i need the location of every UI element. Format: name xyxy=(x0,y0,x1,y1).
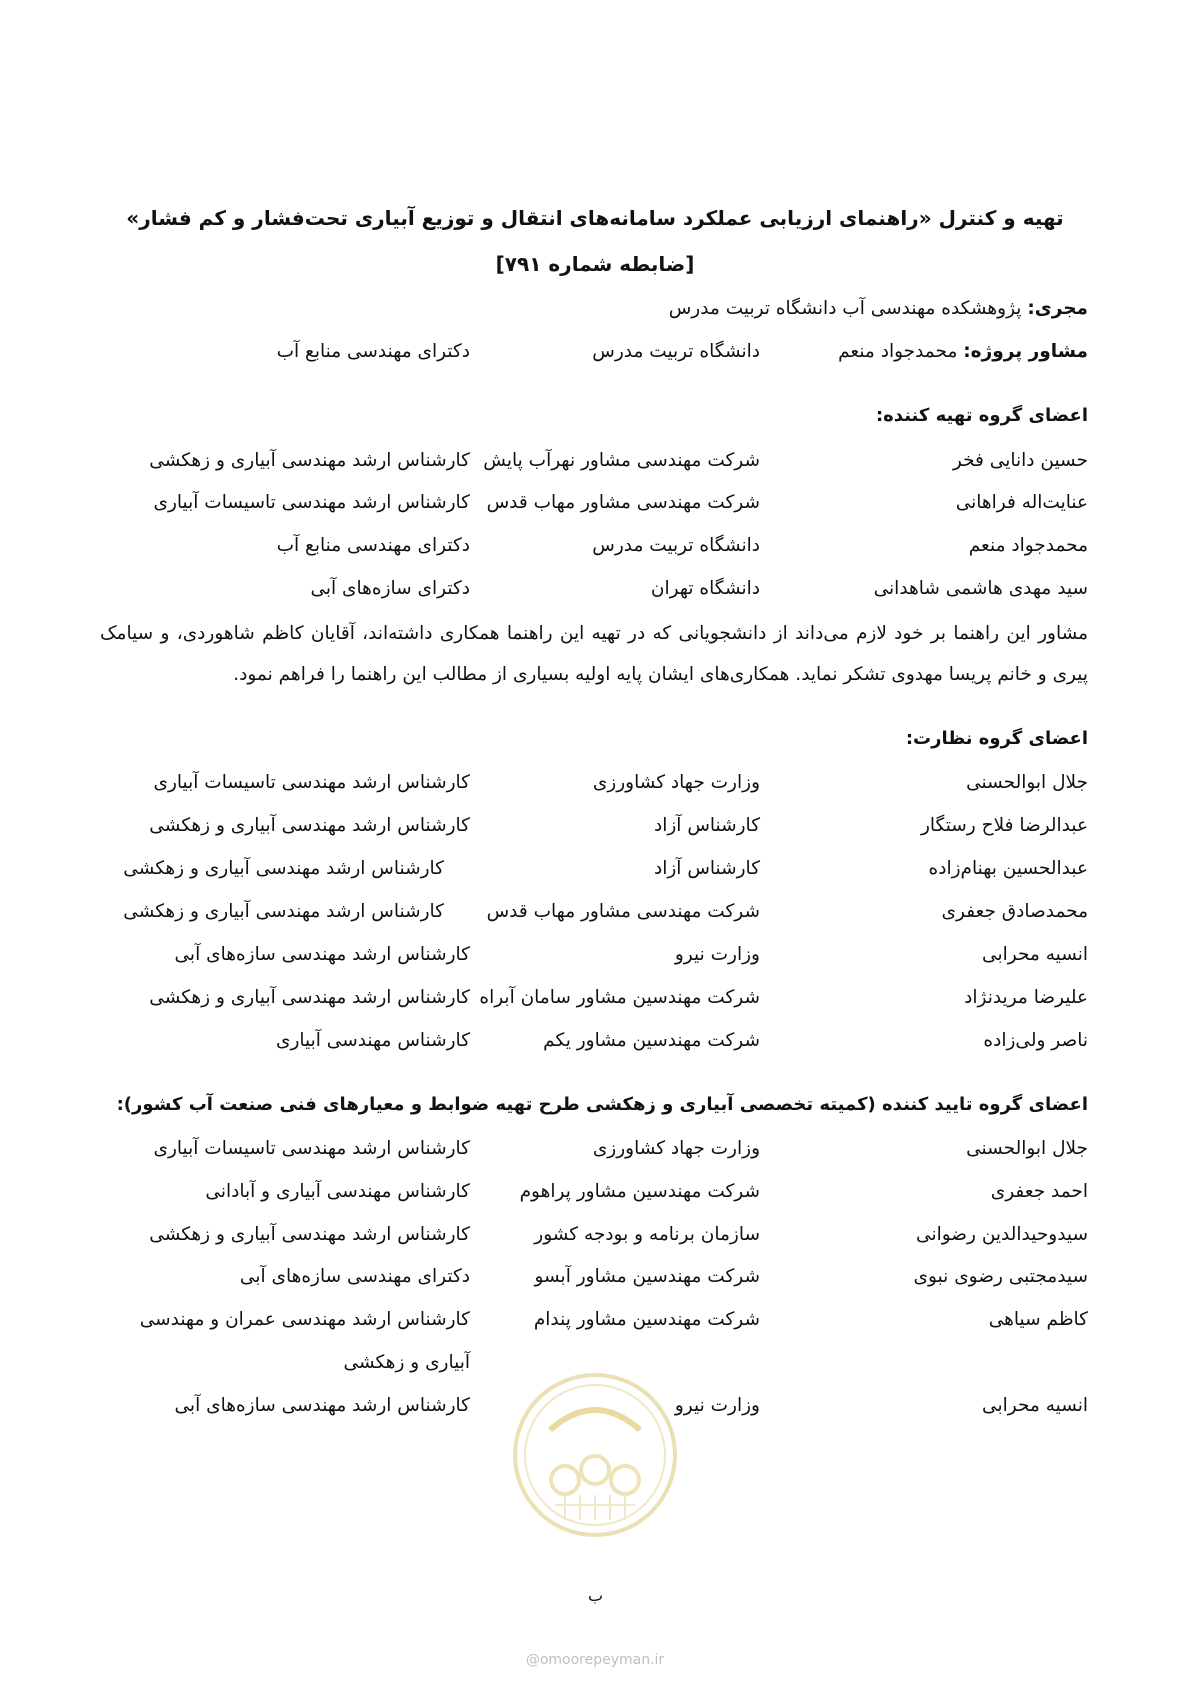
prep-member-org: دانشگاه تهران xyxy=(650,578,760,599)
supervision-member-org: کارشناس آزاد xyxy=(653,815,760,836)
supervision-member-role: کارشناس ارشد مهندسی آبیاری و زهکشی xyxy=(149,815,470,836)
supervision-member-name: ناصر ولی‌زاده xyxy=(983,1030,1088,1051)
prep-member-org: شرکت مهندسی مشاور مهاب قدس xyxy=(486,492,760,513)
prep-member-role: دکترای سازه‌های آبی xyxy=(310,578,470,599)
approval-member-role: کارشناس ارشد مهندسی تاسیسات آبیاری xyxy=(153,1138,470,1159)
supervision-member-org: وزارت نیرو xyxy=(674,944,760,965)
supervision-member-role: کارشناس ارشد مهندسی آبیاری و زهکشی xyxy=(149,987,470,1008)
approval-member-name: سیدوحیدالدین رضوانی xyxy=(916,1224,1088,1245)
advisor-line xyxy=(838,341,1088,362)
supervision-member-name: جلال ابوالحسنی xyxy=(966,772,1088,793)
approval-member-role: کارشناس ارشد مهندسی عمران و مهندسی xyxy=(139,1309,470,1330)
approval-member-role: کارشناس ارشد مهندسی آبیاری و زهکشی xyxy=(149,1224,470,1245)
supervision-member-name: علیرضا مریدنژاد xyxy=(964,987,1088,1008)
watermark-logo-icon xyxy=(510,1370,680,1540)
prep-member-name: محمدجواد منعم xyxy=(968,535,1088,556)
supervision-member-name: انسیه محرابی xyxy=(982,944,1088,965)
executor-line xyxy=(669,298,1088,319)
supervision-member-name: عبدالرضا فلاح رستگار xyxy=(920,815,1088,836)
supervision-member-role: کارشناس ارشد مهندسی تاسیسات آبیاری xyxy=(153,772,470,793)
supervision-member-role: کارشناس ارشد مهندسی آبیاری و زهکشی xyxy=(123,858,444,879)
prep-member-org: دانشگاه تربیت مدرس xyxy=(592,535,760,556)
approval-member-name: سیدمجتبی رضوی نبوی xyxy=(913,1266,1088,1287)
supervision-member-role: کارشناس ارشد مهندسی آبیاری و زهکشی xyxy=(123,901,444,922)
approval-member-org: وزارت نیرو xyxy=(674,1395,760,1416)
approval-member-org: شرکت مهندسین مشاور آبسو xyxy=(534,1266,760,1287)
approval-member-org: شرکت مهندسین مشاور پراهوم xyxy=(519,1181,760,1202)
prep-member-name: عنایت‌اله فراهانی xyxy=(955,492,1088,513)
advisor-role: دکترای مهندسی منابع آب xyxy=(276,341,470,362)
supervision-member-org: شرکت مهندسین مشاور سامان آبراه xyxy=(479,987,760,1008)
supervision-member-org: کارشناس آزاد xyxy=(653,858,760,879)
approval-member-org: شرکت مهندسین مشاور پندام xyxy=(533,1309,760,1330)
approval-member-name: کاظم سیاهی xyxy=(988,1309,1088,1330)
prep-member-role: دکترای مهندسی منابع آب xyxy=(276,535,470,556)
approval-member-role: کارشناس ارشد مهندسی سازه‌های آبی xyxy=(174,1395,470,1416)
advisor-label: مشاور پروژه: xyxy=(963,341,1088,362)
prep-member-role: کارشناس ارشد مهندسی تاسیسات آبیاری xyxy=(153,492,470,513)
supervision-member-org: وزارت جهاد کشاورزی xyxy=(592,772,760,793)
prep-member-org: شرکت مهندسی مشاور نهرآب پایش xyxy=(483,450,760,471)
watermark-url: @omoorepeyman.ir xyxy=(525,1652,665,1668)
supervision-member-name: عبدالحسین بهنام‌زاده xyxy=(928,858,1088,879)
advisor-org: دانشگاه تربیت مدرس xyxy=(592,341,760,362)
standard-number: [ضابطه شماره ۷۹۱] xyxy=(495,252,695,276)
approval-group-heading: اعضای گروه تایید کننده (کمیته تخصصی آبیاری و زهکشی طرح تهیه ضوابط و معیارهای فنی صنعت آب کشور): xyxy=(116,1094,1088,1115)
approval-member-org: سازمان برنامه و بودجه کشور xyxy=(534,1224,760,1245)
page-number: ب xyxy=(588,1586,604,1605)
executor-value: پژوهشکده مهندسی آب دانشگاه تربیت مدرس xyxy=(668,298,1022,319)
supervision-member-org: شرکت مهندسین مشاور یکم xyxy=(543,1030,760,1051)
supervision-group-heading: اعضای گروه نظارت: xyxy=(905,728,1088,749)
document-title: تهیه و کنترل «راهنمای ارزیابی عملکرد سامانه‌های انتقال و توزیع آبیاری تحت‌فشار و کم فشار» xyxy=(126,206,1064,230)
prep-member-name: حسین دانایی فخر xyxy=(952,450,1088,471)
executor-label: مجری: xyxy=(1027,298,1088,319)
approval-member-name: احمد جعفری xyxy=(990,1181,1088,1202)
supervision-member-org: شرکت مهندسی مشاور مهاب قدس xyxy=(486,901,760,922)
approval-member-role: کارشناس مهندسی آبیاری و آبادانی xyxy=(205,1181,470,1202)
prep-member-role: کارشناس ارشد مهندسی آبیاری و زهکشی xyxy=(149,450,470,471)
supervision-member-role: کارشناس ارشد مهندسی سازه‌های آبی xyxy=(174,944,470,965)
advisor-name: محمدجواد منعم xyxy=(838,341,958,362)
approval-member-name: جلال ابوالحسنی xyxy=(966,1138,1088,1159)
approval-member-role: دکترای مهندسی سازه‌های آبی xyxy=(239,1266,470,1287)
supervision-member-role: کارشناس مهندسی آبیاری xyxy=(275,1030,470,1051)
approval-member-role-continued: آبیاری و زهکشی xyxy=(343,1352,470,1373)
prep-member-name: سید مهدی هاشمی شاهدانی xyxy=(873,578,1088,599)
acknowledgement-note: مشاور این راهنما بر خود لازم می‌داند از دانشجویانی که در تهیه این راهنما همکاری داشته‌اند، آقایان کاظم شاهوردی، و سیامک پیری و خانم پریسا مهدوی تشکر نماید. همکاری‌های ایشان پایه اولیه بسیاری از مطالب این راهنما را فراهم نمود. xyxy=(100,623,1088,685)
prep-group-heading: اعضای گروه تهیه کننده: xyxy=(875,405,1088,426)
approval-member-org: وزارت جهاد کشاورزی xyxy=(592,1138,760,1159)
approval-member-name: انسیه محرابی xyxy=(982,1395,1088,1416)
supervision-member-name: محمدصادق جعفری xyxy=(941,901,1088,922)
